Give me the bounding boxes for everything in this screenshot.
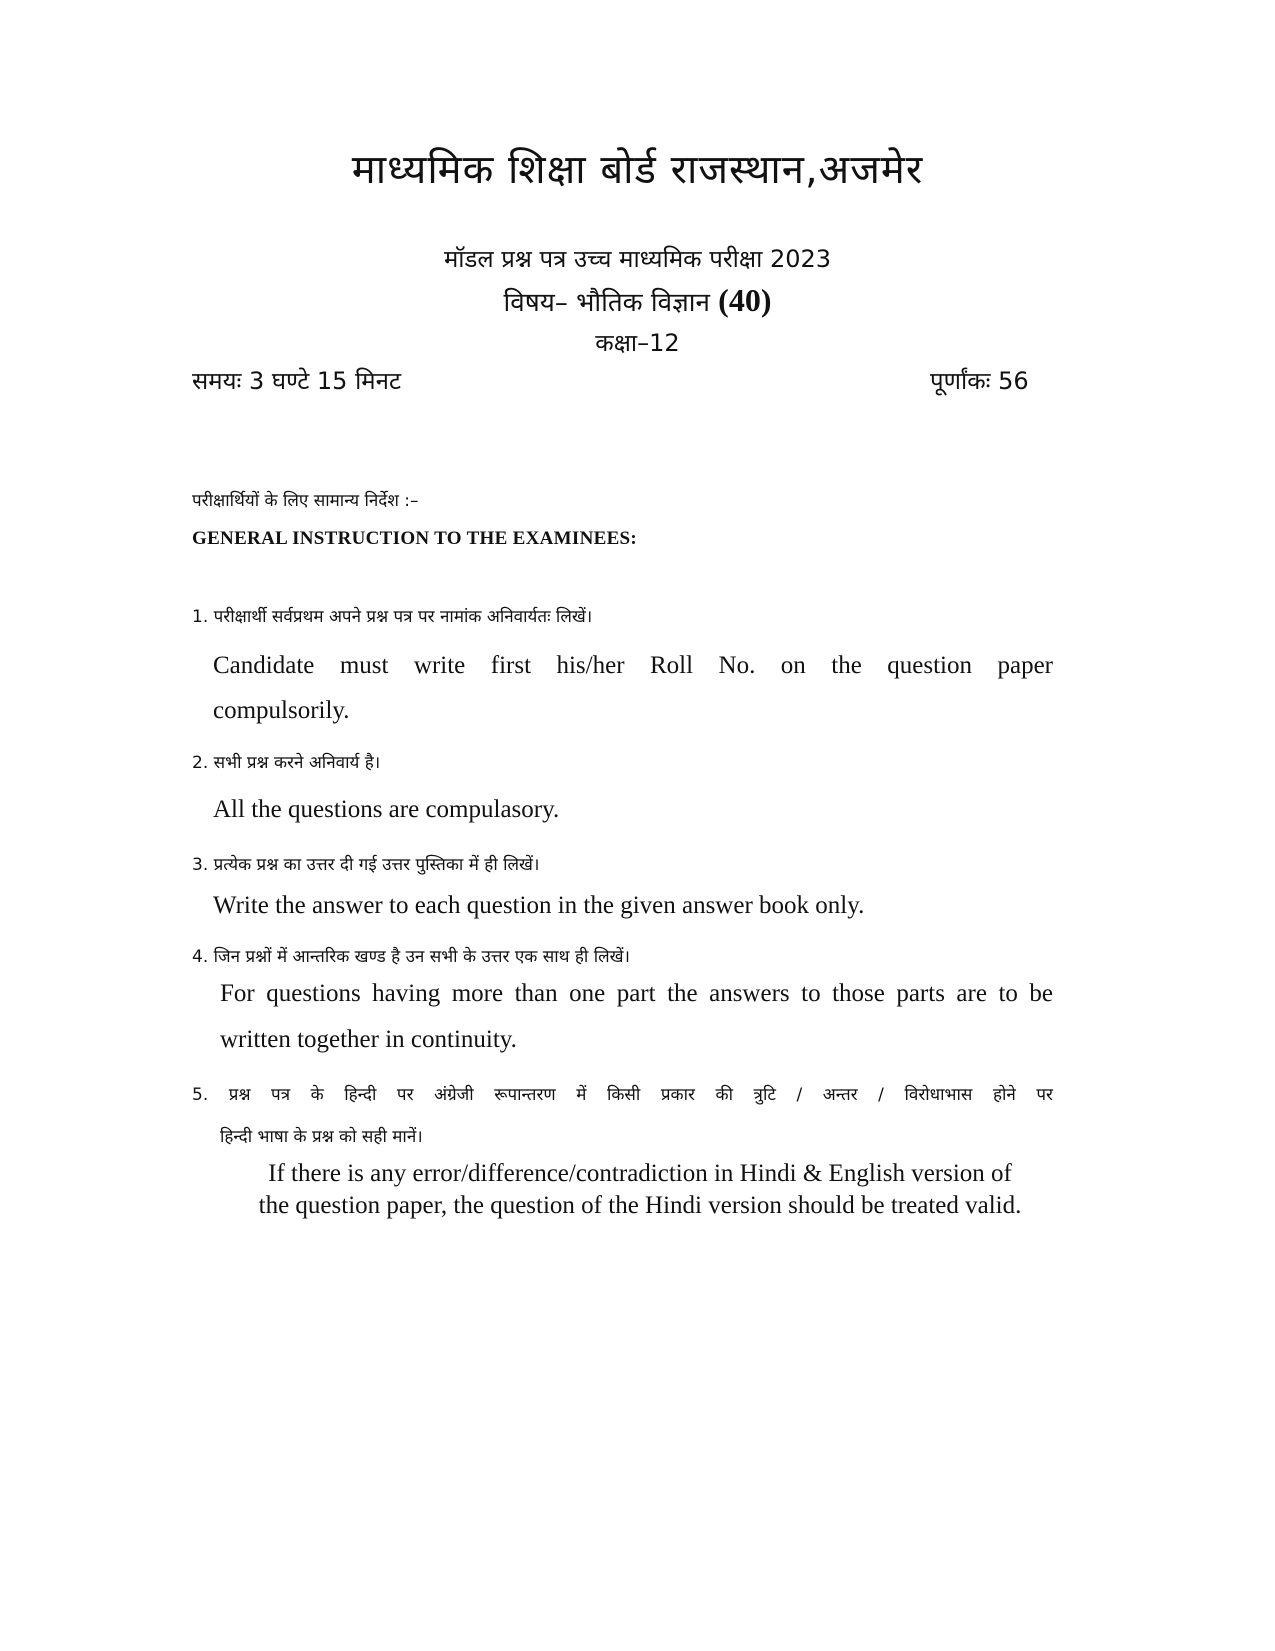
instruction-2-english: All the questions are compulasory. <box>213 796 560 823</box>
board-title: माध्यमिक शिक्षा बोर्ड राजस्थान,अजमेर <box>351 147 924 193</box>
instruction-1-hindi: 1. परीक्षार्थी सर्वप्रथम अपने प्रश्न पत्र पर नामांक अनिवार्यतः लिखें। <box>192 607 593 627</box>
instruction-3-hindi: 3. प्रत्येक प्रश्न का उत्तर दी गई उत्तर पुस्तिका में ही लिखें। <box>192 855 540 875</box>
instruction-1-english-cont: compulsorily. <box>213 697 350 724</box>
instructions-heading-english: GENERAL INSTRUCTION TO THE EXAMINEES: <box>192 528 638 549</box>
subject-code: (40) <box>718 282 772 318</box>
instruction-5-hindi: 5. प्रश्न पत्र के हिन्दी पर अंग्रेजी रूपान्तरण में किसी प्रकार की त्रुटि / अन्तर / विरोधाभास होने पर <box>192 1085 1053 1105</box>
max-marks: पूर्णांकः 56 <box>930 367 1029 395</box>
subject-name: विषय– भौतिक विज्ञान <box>503 288 710 318</box>
class-line: कक्षा–12 <box>595 329 680 357</box>
instruction-4-english-cont: written together in continuity. <box>220 1026 517 1053</box>
paper-title: मॉडल प्रश्न पत्र उच्च माध्यमिक परीक्षा 2023 <box>443 245 832 273</box>
instruction-5-english-cont: the question paper, the question of the Hindi version should be treated valid. <box>258 1192 1022 1219</box>
time-allowed: समयः 3 घण्टे 15 मिनट <box>192 367 402 395</box>
instructions-heading-hindi: परीक्षार्थियों के लिए सामान्य निर्देश :– <box>192 491 419 511</box>
instruction-4-hindi: 4. जिन प्रश्नों में आन्तरिक खण्ड है उन सभी के उत्तर एक साथ ही लिखें। <box>192 947 630 967</box>
instruction-2-hindi: 2. सभी प्रश्न करने अनिवार्य है। <box>192 753 381 773</box>
instruction-1-english: Candidate must write first his/her Roll No. on the question paper <box>213 652 1053 679</box>
instruction-5-english: If there is any error/difference/contradiction in Hindi & English version of <box>268 1160 1012 1187</box>
subject-line <box>0 282 1275 319</box>
instruction-5-hindi-cont: हिन्दी भाषा के प्रश्न को सही मानें। <box>220 1127 423 1147</box>
instruction-3-english: Write the answer to each question in the given answer book only. <box>213 892 865 919</box>
instruction-4-english: For questions having more than one part the answers to those parts are to be <box>220 980 1053 1007</box>
